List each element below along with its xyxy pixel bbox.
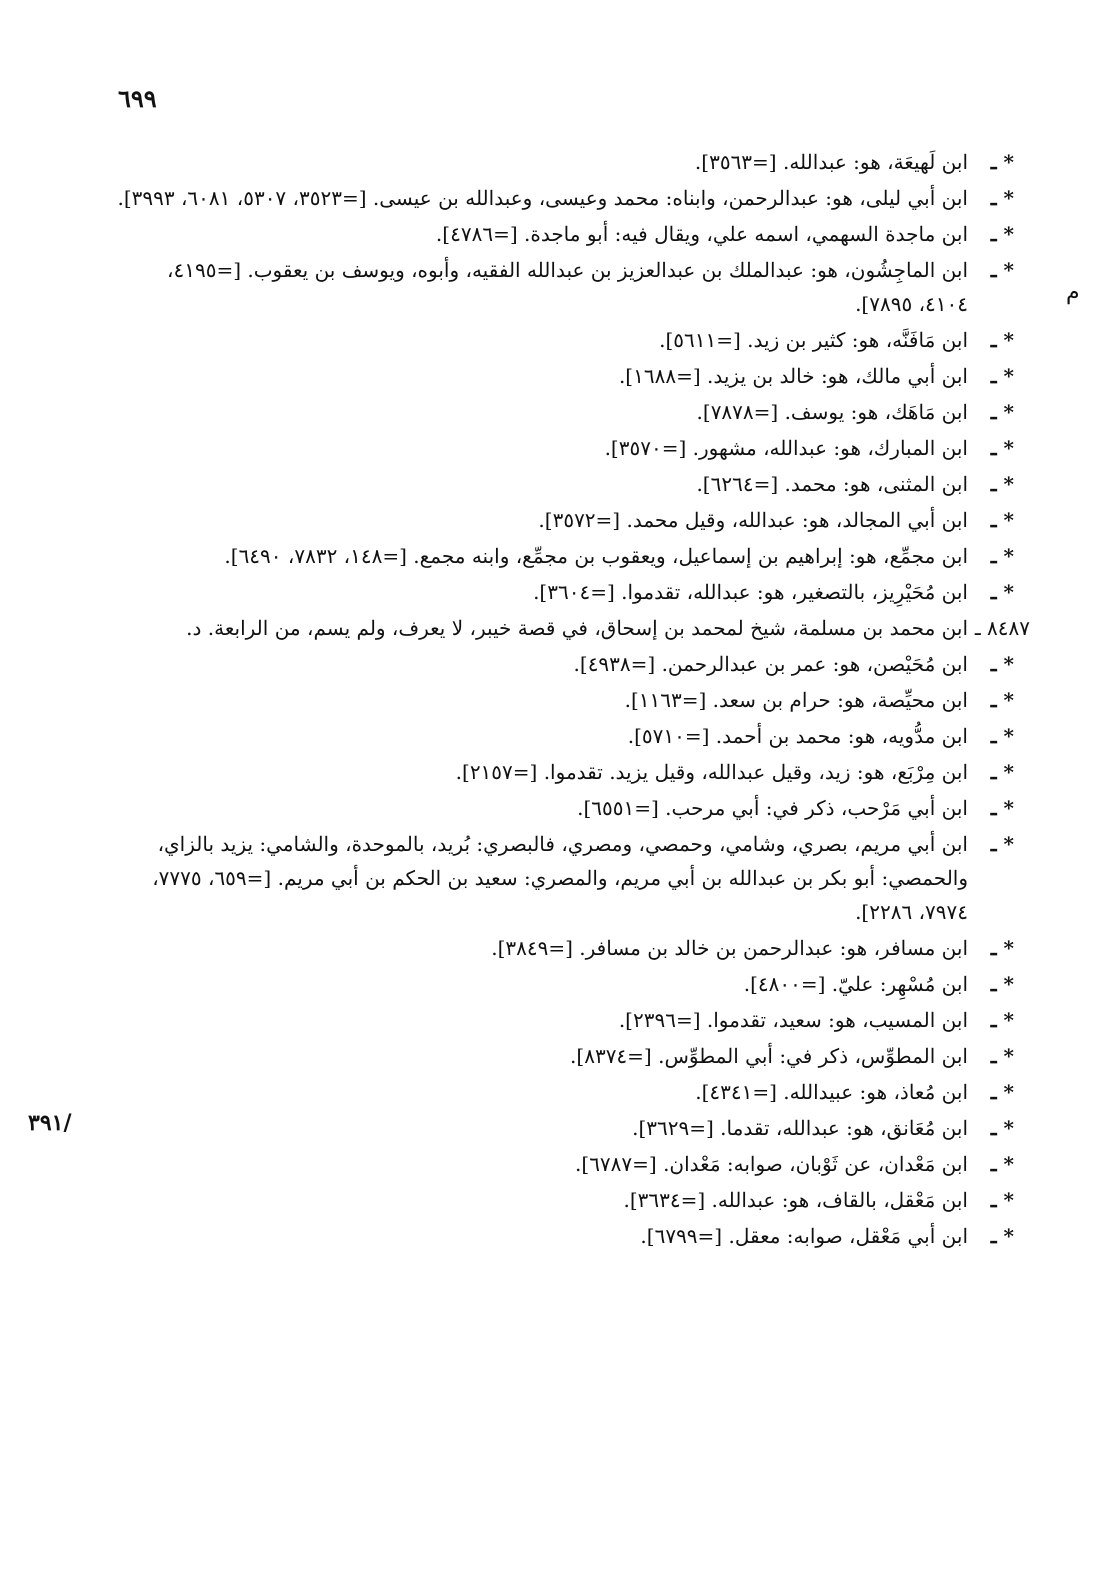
numbered-entry (116, 611, 1030, 645)
entry-text: ابن مُحَيْرِيز، بالتصغير، هو: عبدالله، تقدموا. [=٣٦٠٤]. (533, 580, 968, 604)
entry (116, 931, 1014, 965)
entry-text: ابن مَعْدان، عن ثَوْبان، صوابه: مَعْدان. [=٦٧٨٧]. (575, 1152, 968, 1176)
entry (116, 431, 1014, 465)
entry-text: ابن مُعَانق، هو: عبدالله، تقدما. [=٣٦٢٩]. (632, 1116, 968, 1140)
entry (116, 575, 1014, 609)
entry-marker: * ـ (990, 150, 1014, 174)
entry-marker: * ـ (990, 436, 1014, 460)
entry-marker: * ـ (990, 1224, 1014, 1248)
entry (116, 395, 1014, 429)
margin-mark-meem: م (1066, 280, 1080, 305)
entry (116, 539, 1014, 573)
margin-volume-reference: /٣٩١ (28, 1110, 72, 1136)
entry (116, 827, 1014, 929)
entry-marker: * ـ (990, 796, 1014, 820)
page-number: ٦٩٩ (118, 84, 157, 113)
entry (116, 181, 1014, 215)
entry-marker: * ـ (990, 1008, 1014, 1032)
entry (116, 719, 1014, 753)
entry (116, 791, 1014, 825)
entry-text: ابن المطوِّس، ذكر في: أبي المطوِّس. [=٨٣٧٤]. (570, 1044, 968, 1068)
entry (116, 1075, 1014, 1109)
entry-marker: * ـ (990, 580, 1014, 604)
entry-text: ابن أبي ليلى، هو: عبدالرحمن، وابناه: محمد وعيسى، وعبدالله بن عيسى. [=٣٥٢٣، ٥٣٠٧، ٦٠٨١، ٣٩٩٣]. (117, 186, 968, 210)
entry-number: ٨٤٨٧ ـ (974, 616, 1030, 640)
entry (116, 323, 1014, 357)
entry-marker: * ـ (990, 186, 1014, 210)
entry-text: ابن أبي المجالد، هو: عبدالله، وقيل محمد. [=٣٥٧٢]. (538, 508, 968, 532)
entry (116, 217, 1014, 251)
entry-marker: * ـ (990, 1080, 1014, 1104)
entry-text: ابن مَعْقل، بالقاف، هو: عبدالله. [=٣٦٣٤]. (623, 1188, 968, 1212)
entry (116, 1003, 1014, 1037)
entry-text: ابن محيِّصة، هو: حرام بن سعد. [=١١٦٣]. (624, 688, 968, 712)
entry-marker: * ـ (990, 936, 1014, 960)
entry-marker: * ـ (990, 222, 1014, 246)
entry-text: ابن لَهيعَة، هو: عبدالله. [=٣٥٦٣]. (694, 150, 968, 174)
entry-marker: * ـ (990, 328, 1014, 352)
entry-text: ابن مدُّويه، هو: محمد بن أحمد. [=٥٧١٠]. (627, 724, 968, 748)
entry-text: ابن المثنى، هو: محمد. [=٦٢٦٤]. (696, 472, 968, 496)
entry-list (116, 145, 1030, 1255)
entry-text: ابن مَاهَك، هو: يوسف. [=٧٨٧٨]. (696, 400, 968, 424)
entry (116, 1219, 1014, 1253)
entry-text: ابن ماجدة السهمي، اسمه علي، ويقال فيه: أبو ماجدة. [=٤٧٨٦]. (435, 222, 968, 246)
entry-marker: * ـ (990, 652, 1014, 676)
entry-text: ابن الماجِشُون، هو: عبدالملك بن عبدالعزيز بن عبدالله الفقيه، وأبوه، ويوسف بن يعقوب. [=٤١٩٥، ٤١٠٤، ٧٨٩٥]. (167, 258, 968, 316)
entry-text: ابن أبي مَرْحب، ذكر في: أبي مرحب. [=٦٥٥١]. (577, 796, 968, 820)
entry-marker: * ـ (990, 400, 1014, 424)
entry-marker: * ـ (990, 760, 1014, 784)
entry (116, 467, 1014, 501)
entry-text: ابن محمد بن مسلمة، شيخ لمحمد بن إسحاق، في قصة خيبر، لا يعرف، ولم يسم، من الرابعة. د. (186, 616, 968, 640)
entry-text: ابن المسيب، هو: سعيد، تقدموا. [=٢٣٩٦]. (618, 1008, 968, 1032)
entry-text: ابن أبي مَعْقل، صوابه: معقل. [=٦٧٩٩]. (640, 1224, 968, 1248)
entry (116, 683, 1014, 717)
entry-marker: * ـ (990, 724, 1014, 748)
entry-text: ابن مِرْبَع، هو: زيد، وقيل عبدالله، وقيل يزيد. تقدموا. [=٢١٥٧]. (455, 760, 968, 784)
entry (116, 359, 1014, 393)
entry-marker: * ـ (990, 1188, 1014, 1212)
entry-marker: * ـ (990, 972, 1014, 996)
entry (116, 1183, 1014, 1217)
entry (116, 967, 1014, 1001)
entry-marker: * ـ (990, 832, 1014, 856)
entry-text: ابن مَافَنَّه، هو: كثير بن زيد. [=٥٦١١]. (659, 328, 968, 352)
entry-text: ابن مُعاذ، هو: عبيدالله. [=٤٣٤١]. (695, 1080, 968, 1104)
entry (116, 503, 1014, 537)
entry (116, 755, 1014, 789)
entry (116, 1111, 1014, 1145)
entry-text: ابن المبارك، هو: عبدالله، مشهور. [=٣٥٧٠]. (604, 436, 968, 460)
entry (116, 647, 1014, 681)
entry-marker: * ـ (990, 544, 1014, 568)
entry (116, 1147, 1014, 1181)
entry-marker: * ـ (990, 472, 1014, 496)
entry-marker: * ـ (990, 1152, 1014, 1176)
entry-marker: * ـ (990, 1044, 1014, 1068)
entry-text: ابن أبي مالك، هو: خالد بن يزيد. [=١٦٨٨]. (618, 364, 968, 388)
entry-text: ابن مُحَيْصن، هو: عمر بن عبدالرحمن. [=٤٩٣٨]. (573, 652, 968, 676)
entry-text: ابن مجمِّع، هو: إبراهيم بن إسماعيل، ويعقوب بن مجمِّع، وابنه مجمع. [=١٤٨، ٧٨٣٢، ٦٤٩٠]. (224, 544, 968, 568)
entry-marker: * ـ (990, 364, 1014, 388)
entry (116, 253, 1014, 321)
entry-marker: * ـ (990, 1116, 1014, 1140)
entry-marker: * ـ (990, 258, 1014, 282)
entry (116, 1039, 1014, 1073)
entry-text: ابن مسافر، هو: عبدالرحمن بن خالد بن مسافر. [=٣٨٤٩]. (491, 936, 968, 960)
entry-text: ابن مُسْهِر: عليّ. [=٤٨٠٠]. (743, 972, 968, 996)
entry (116, 145, 1014, 179)
entry-text: ابن أبي مريم، بصري، وشامي، وحمصي، ومصري، فالبصري: بُريد، بالموحدة، والشامي: يزيد بالزاي، والحمصي: أبو بكر بن عبدالله بن أبي مريم، والمصري: سعيد بن الحكم بن أبي مريم. [=٦٥٩، ٧٧٧٥، ٧٩٧٤، ٢٢٨٦]. (152, 832, 968, 924)
entry-marker: * ـ (990, 688, 1014, 712)
entry-marker: * ـ (990, 508, 1014, 532)
